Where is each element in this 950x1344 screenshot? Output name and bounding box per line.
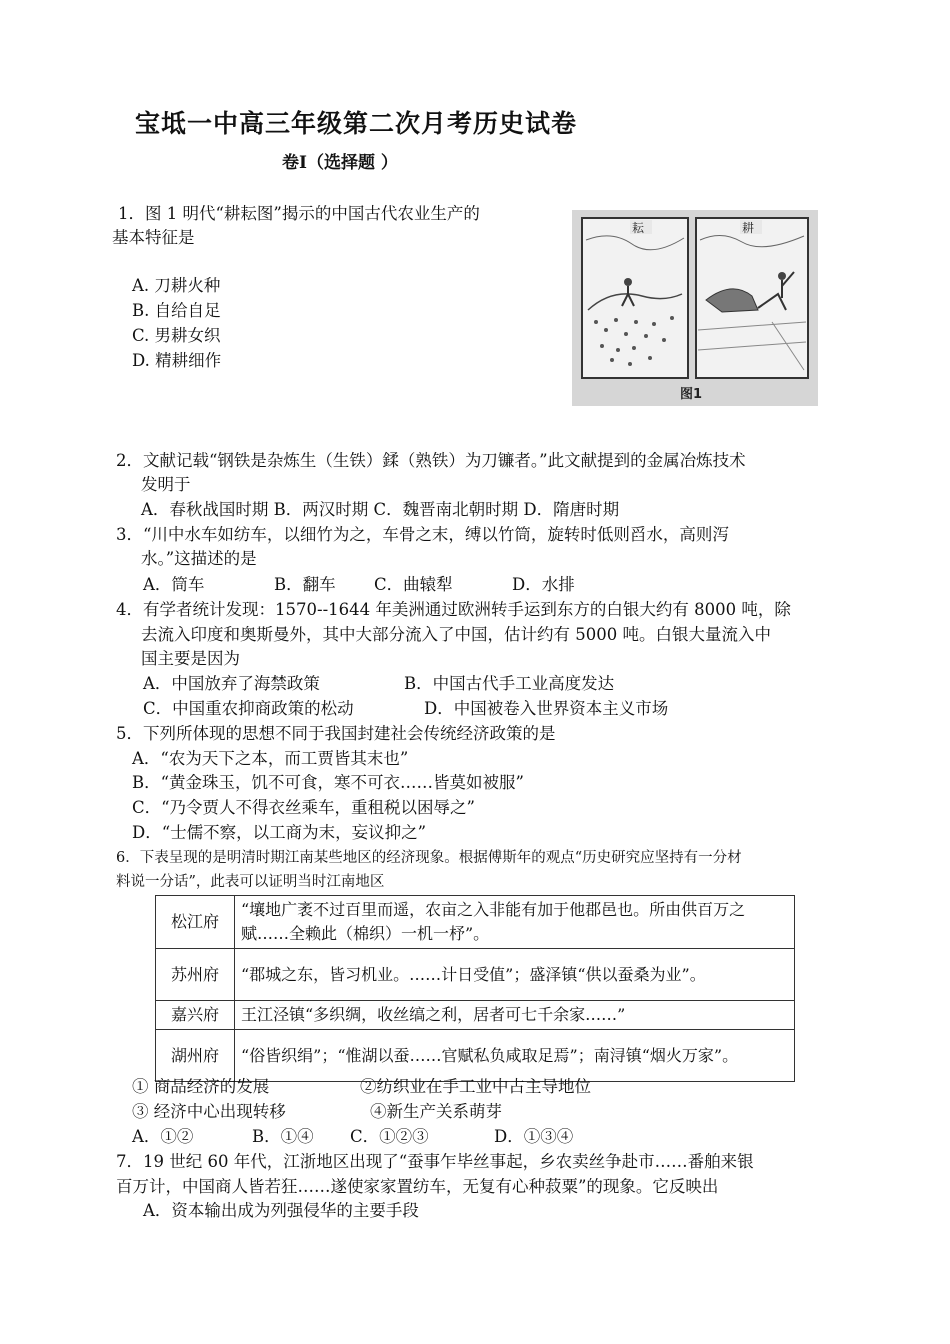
phenomenon-cell: “壤地广袤不过百里而遥，农亩之入非能有加于他郡邑也。所由供百万之赋……全赖此（棉织）一机一杼”。 [235, 896, 795, 949]
q6-option-b: B．①④ [252, 1127, 314, 1146]
q4-option-a: A．中国放弃了海禁政策 [143, 674, 320, 693]
q1-option-d: D. 精耕细作 [132, 351, 222, 370]
q3-stem-line2: 水。”这描述的是 [141, 549, 257, 568]
q6-option-a: A．①② [132, 1127, 194, 1146]
q5-option-b: B．“黄金珠玉，饥不可食，寒不可衣……皆莫如被服” [132, 773, 524, 792]
q4-stem-line3: 国主要是因为 [141, 649, 240, 668]
table-row [156, 896, 795, 949]
phenomenon-cell: “俗皆织绢”；“惟湖以蚕……官赋私负咸取足焉”；南浔镇“烟火万家”。 [235, 1030, 795, 1082]
table-row [156, 949, 795, 1001]
q3-option-b: B．翻车 [274, 575, 336, 594]
figure-label-left: 耘 [632, 221, 645, 235]
q2-options: A．春秋战国时期 B．两汉时期 C．魏晋南北朝时期 D．隋唐时期 [141, 500, 620, 519]
phenomenon-cell: 王江泾镇“多织绸，收丝缟之利，居者可七千余家……” [235, 1001, 795, 1030]
place-cell: 苏州府 [156, 949, 235, 1001]
q5-option-a: A．“农为天下之本，而工贾皆其末也” [132, 749, 409, 768]
figure-label-right: 耕 [742, 221, 755, 235]
q6-item-4: ④新生产关系萌芽 [370, 1102, 502, 1121]
q6-stem-line1: 6．下表呈现的是明清时期江南某些地区的经济现象。根据傅斯年的观点“历史研究应坚持有一分材 [116, 850, 742, 866]
table-row [156, 1001, 795, 1030]
q3-stem-line1: 3．“川中水车如纺车，以细竹为之，车骨之末，缚以竹筒，旋转时低则舀水，高则泻 [116, 525, 729, 544]
section-subtitle: 卷Ⅰ（选择题 ） [282, 153, 398, 173]
q7-stem-line1: 7．19 世纪 60 年代，江浙地区出现了“蚕事乍毕丝事起，乡农卖丝争赴市……番舶来银 [116, 1152, 754, 1171]
q4-option-b: B．中国古代手工业高度发达 [404, 674, 615, 693]
q4-option-d: D．中国被卷入世界资本主义市场 [424, 699, 669, 718]
q2-stem-line2: 发明于 [141, 475, 191, 494]
q1-option-b: B. 自给自足 [132, 301, 221, 320]
table-row [156, 1030, 795, 1082]
page-title: 宝坻一中高三年级第二次月考历史试卷 [135, 109, 578, 138]
place-cell: 松江府 [156, 896, 235, 949]
figure-1-farming-illustration [572, 210, 818, 406]
q6-option-d: D．①③④ [494, 1127, 574, 1146]
q1-stem-line2: 基本特征是 [112, 228, 195, 247]
figure-caption: 图1 [680, 387, 703, 402]
q1-option-a: A. 刀耕火种 [132, 276, 221, 295]
place-cell: 湖州府 [156, 1030, 235, 1082]
q4-stem-line1: 4．有学者统计发现：1570--1644 年美洲通过欧洲转手运到东方的白银大约有 8000 吨，除 [116, 600, 791, 619]
q6-stem-line2: 料说一分话”，此表可以证明当时江南地区 [116, 874, 385, 890]
farming-illustration-image [572, 210, 818, 406]
phenomenon-cell: “郡城之东，皆习机业。……计日受值”；盛泽镇“供以蚕桑为业”。 [235, 949, 795, 1001]
q4-option-c: C．中国重农抑商政策的松动 [143, 699, 354, 718]
q6-item-3: ③ 经济中心出现转移 [132, 1102, 286, 1121]
q1-option-c: C. 男耕女织 [132, 326, 221, 345]
q5-stem: 5．下列所体现的思想不同于我国封建社会传统经济政策的是 [116, 724, 556, 743]
q7-stem-line2: 百万计，中国商人皆若狂……遂使家家置纺车，无复有心种菽粟”的现象。它反映出 [116, 1177, 719, 1196]
place-cell: 嘉兴府 [156, 1001, 235, 1030]
q7-option-a: A．资本输出成为列强侵华的主要手段 [143, 1201, 419, 1220]
q1-stem-line1: 1．图 1 明代“耕耘图”揭示的中国古代农业生产的 [118, 204, 480, 223]
q6-table [155, 895, 795, 1082]
q5-option-d: D．“士儒不察，以工商为末，妄议抑之” [132, 823, 427, 842]
q3-option-a: A．筒车 [143, 575, 205, 594]
q3-option-c: C．曲辕犁 [374, 575, 453, 594]
q4-stem-line2: 去流入印度和奥斯曼外，其中大部分流入了中国，估计约有 5000 吨。白银大量流入中 [141, 625, 771, 644]
q5-option-c: C．“乃令贾人不得衣丝乘车，重租税以困辱之” [132, 798, 475, 817]
q6-option-c: C．①②③ [350, 1127, 429, 1146]
q3-option-d: D．水排 [512, 575, 575, 594]
q6-item-1: ① 商品经济的发展 [132, 1077, 270, 1096]
q2-stem-line1: 2．文献记载“钢铁是杂炼生（生铁）鍒（熟铁）为刀镰者。”此文献提到的金属冶炼技术 [116, 451, 746, 470]
q6-item-2: ②纺织业在手工业中占主导地位 [360, 1077, 591, 1096]
